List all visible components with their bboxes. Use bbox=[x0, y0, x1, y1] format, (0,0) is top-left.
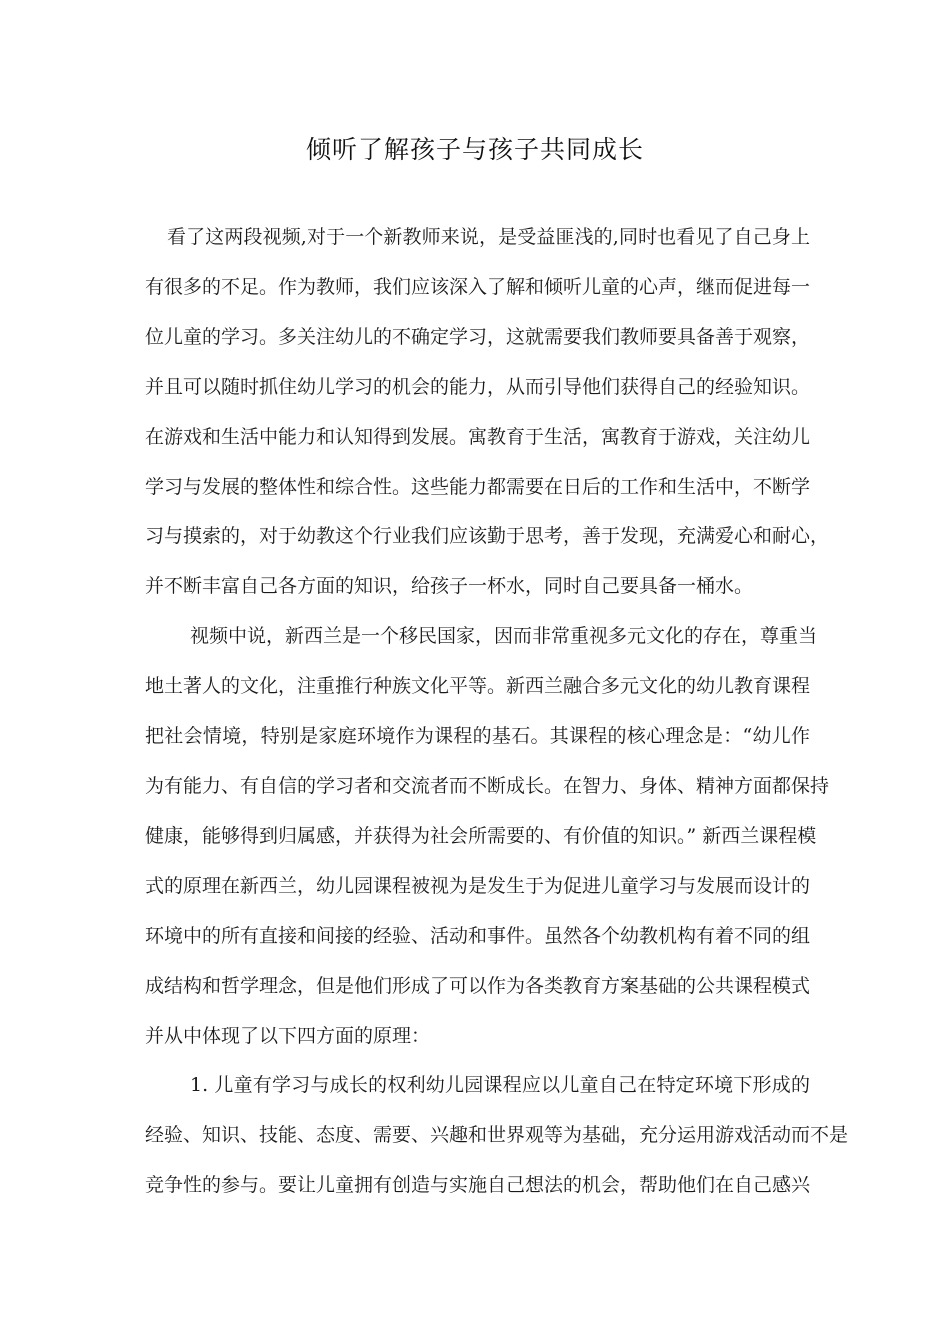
document-title: 倾听了解孩子与孩子共同成长 bbox=[305, 135, 644, 164]
paragraph-line: 成结构和哲学理念，但是他们形成了可以作为各类教育方案基础的公共课程模式 bbox=[145, 975, 811, 997]
paragraph-line: 地土著人的文化，注重推行种族文化平等。新西兰融合多元文化的幼儿教育课程 bbox=[145, 675, 811, 697]
paragraph-line: 位儿童的学习。多关注幼儿的不确定学习，这就需要我们教师要具备善于观察， bbox=[145, 326, 811, 348]
list-item-line: 1. 儿童有学习与成长的权利幼儿园课程应以儿童自己在特定环境下形成的 bbox=[190, 1074, 810, 1096]
paragraph-line: 并不断丰富自己各方面的知识，给孩子一杯水，同时自己要具备一桶水。 bbox=[145, 575, 754, 597]
paragraph-line: 并且可以随时抓住幼儿学习的机会的能力，从而引导他们获得自己的经验知识。 bbox=[145, 376, 811, 398]
paragraph-line: 学习与发展的整体性和综合性。这些能力都需要在日后的工作和生活中，不断学 bbox=[145, 476, 811, 498]
paragraph-line: 并从中体现了以下四方面的原理： bbox=[145, 1025, 431, 1047]
paragraph-line: 在游戏和生活中能力和认知得到发展。寓教育于生活，寓教育于游戏，关注幼儿 bbox=[145, 426, 811, 448]
paragraph-line: 竞争性的参与。要让儿童拥有创造与实施自己想法的机会，帮助他们在自己感兴 bbox=[145, 1174, 811, 1196]
paragraph-line: 经验、知识、技能、态度、需要、兴趣和世界观等为基础，充分运用游戏活动而不是 bbox=[145, 1124, 849, 1146]
paragraph-line: 有很多的不足。作为教师，我们应该深入了解和倾听儿童的心声，继而促进每一 bbox=[145, 276, 811, 298]
paragraph-line: 健康，能够得到归属感，并获得为社会所需要的、有价值的知识。” 新西兰课程模 bbox=[145, 825, 817, 847]
paragraph-line: 环境中的所有直接和间接的经验、活动和事件。虽然各个幼教机构有着不同的组 bbox=[145, 925, 811, 947]
paragraph-line: 式的原理在新西兰，幼儿园课程被视为是发生于为促进儿童学习与发展而设计的 bbox=[145, 875, 811, 897]
paragraph-line: 习与摸索的，对于幼教这个行业我们应该勤于思考，善于发现，充满爱心和耐心， bbox=[145, 525, 830, 547]
paragraph-line: 视频中说，新西兰是一个移民国家，因而非常重视多元文化的存在，尊重当 bbox=[190, 625, 818, 647]
paragraph-line: 看了这两段视频,对于一个新教师来说，是受益匪浅的,同时也看见了自己身上 bbox=[167, 226, 810, 248]
paragraph-line: 为有能力、有自信的学习者和交流者而不断成长。在智力、身体、精神方面都保持 bbox=[145, 775, 830, 797]
paragraph-line: 把社会情境，特别是家庭环境作为课程的基石。其课程的核心理念是：“幼儿作 bbox=[145, 725, 810, 747]
